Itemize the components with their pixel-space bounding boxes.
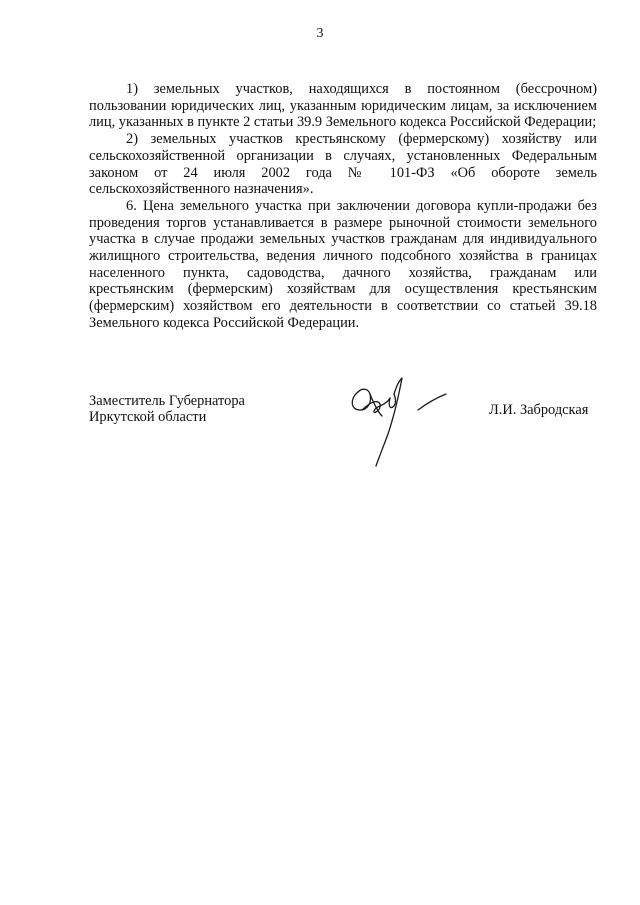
signature-block: [89, 394, 609, 474]
signer-position: [89, 394, 245, 425]
signer-name: Л.И. Забродская: [489, 402, 589, 418]
paragraph-item-6: 6. Цена земельного участка при заключении договора купли-продажи без проведения торгов устанавливается в размере рыночной стоимости земельного участка в случае продажи земельных участков гражданам для индивидуального жилищного строительства, ведения личного подсобного хозяйства в границах населенного пункта, садоводства, дачного хозяйства, гражданам или крестьянским (фермерским) хозяйствам для осуществления крестьянским (фермерским) хозяйством его деятельности в соответствии со статьей 39.18 Земельного кодекса Российской Федерации.: [89, 197, 597, 331]
document-body: [89, 81, 597, 332]
handwritten-signature: [344, 376, 464, 468]
signer-position-line-1: Заместитель Губернатора: [89, 393, 245, 409]
page-number: 3: [316, 26, 324, 41]
signer-position-line-2: Иркутской области: [89, 408, 207, 425]
paragraph-item-2: 2) земельных участков крестьянскому (фермерскому) хозяйству или сельскохозяйственной организации в случаях, установленных Федеральным законом от 24 июля 2002 года № 101-ФЗ «Об обороте земель сельскохозяйственного назначения».: [89, 131, 597, 198]
paragraph-item-1: 1) земельных участков, находящихся в постоянном (бессрочном) пользовании юридических лиц, указанным юридическим лицам, за исключением лиц, указанных в пункте 2 статьи 39.9 Земельного кодекса Российской Федерации;: [89, 81, 597, 131]
